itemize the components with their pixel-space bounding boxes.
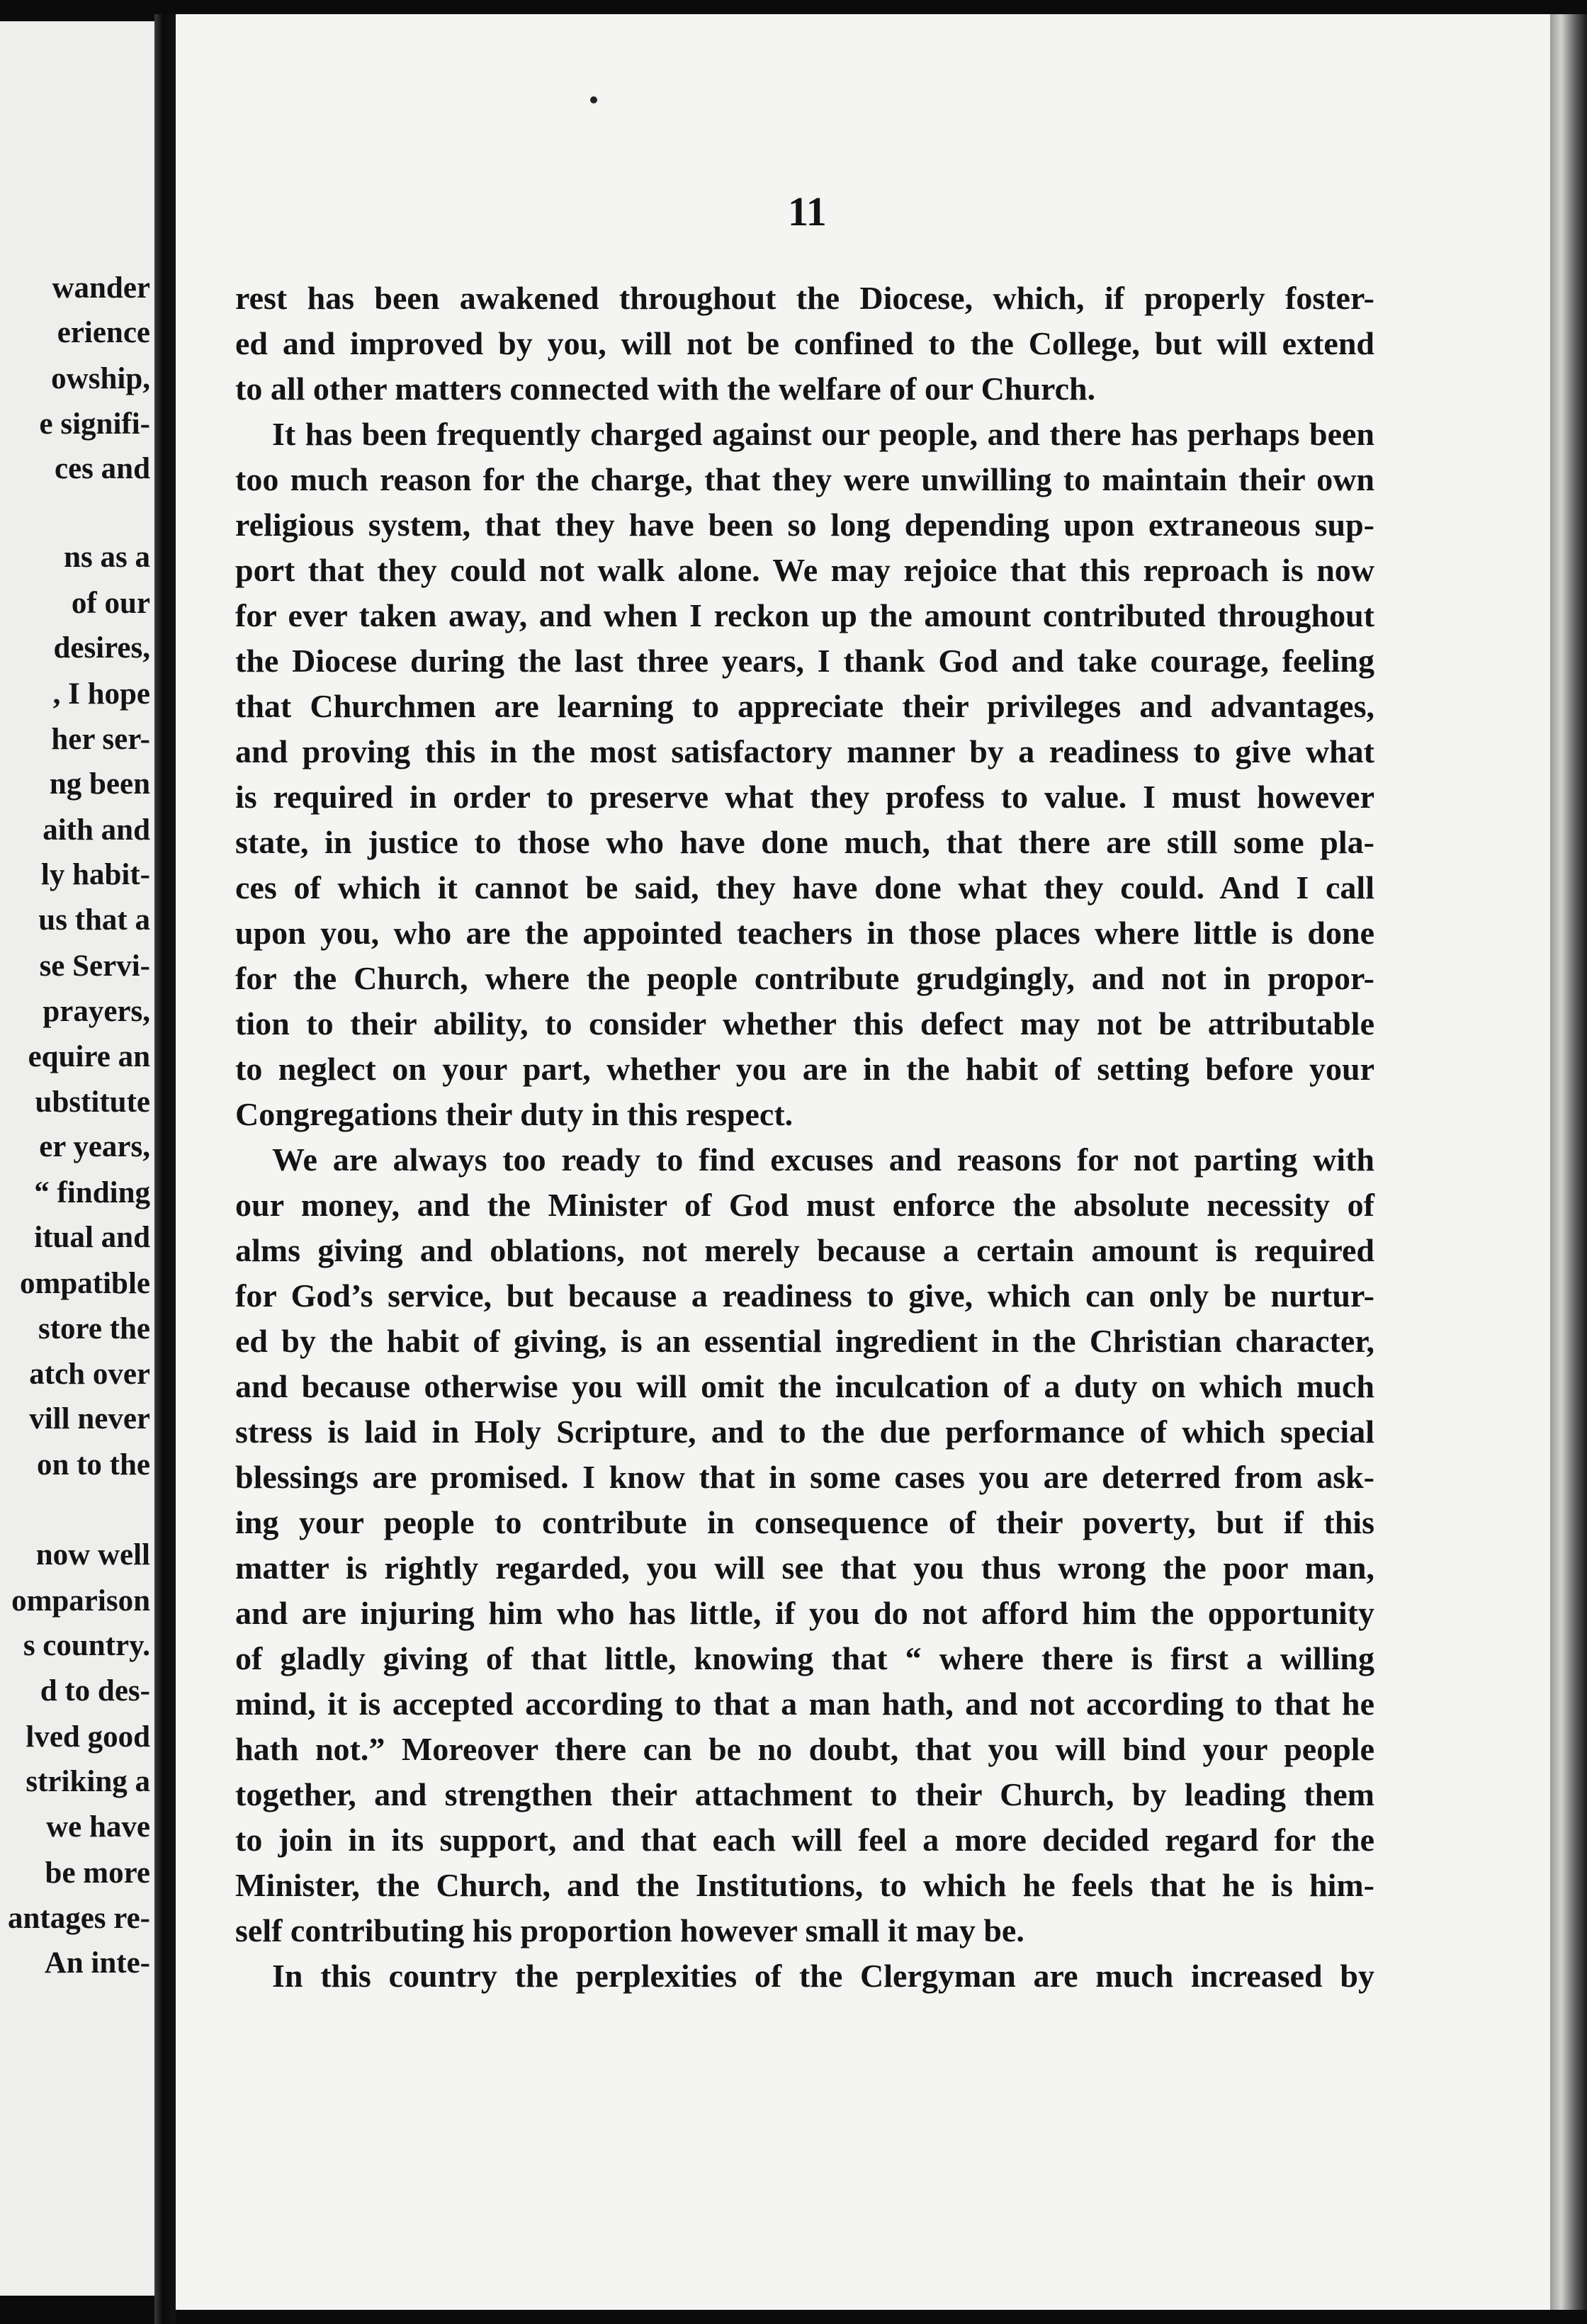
- body-line: ces of which it cannot be said, they have done what they could. And I call: [235, 869, 1374, 906]
- left-page-line: equire an: [28, 1040, 150, 1073]
- left-page-line: aith and: [43, 813, 150, 847]
- body-line: blessings are promised. I know that in some cases you are deterred from ask-: [235, 1459, 1374, 1495]
- left-page-line: be more: [45, 1856, 150, 1890]
- binding-gutter: [154, 14, 176, 2324]
- left-page-line: “ finding: [34, 1176, 150, 1209]
- body-line: our money, and the Minister of God must enforce the absolute necessity of: [235, 1187, 1374, 1223]
- left-page-line: store the: [38, 1312, 150, 1346]
- body-line: ed and improved by you, will not be confined to the College, but will extend: [235, 325, 1374, 361]
- body-line: It has been frequently charged against our people, and there has perhaps been: [272, 416, 1374, 452]
- ink-speck: [590, 96, 597, 103]
- left-page-line: lved good: [26, 1720, 150, 1754]
- body-line: for the Church, where the people contribute grudgingly, and not in propor-: [235, 960, 1374, 996]
- body-line: to all other matters connected with the welfare of our Church.: [235, 371, 1096, 407]
- body-line: mind, it is accepted according to that a man hath, and not according to that he: [235, 1686, 1374, 1722]
- body-line: self contributing his proportion however small it may be.: [235, 1912, 1024, 1948]
- left-page-line: owship,: [51, 362, 150, 395]
- body-line: too much reason for the charge, that they were unwilling to maintain their own: [235, 461, 1374, 497]
- body-line: stress is laid in Holy Scripture, and to the due performance of which special: [235, 1414, 1374, 1450]
- left-page-line: se Servi-: [39, 949, 150, 983]
- body-line: to neglect on your part, whether you are in the habit of setting before your: [235, 1051, 1374, 1087]
- left-page-line: ces and: [55, 452, 150, 485]
- body-line: for ever taken away, and when I reckon up the amount contributed throughout: [235, 597, 1374, 633]
- left-page-line: ompatible: [20, 1267, 150, 1300]
- body-line: that Churchmen are learning to appreciate their privileges and advantages,: [235, 688, 1374, 724]
- left-page-line: An inte-: [44, 1946, 150, 1980]
- left-page-line: ubstitute: [35, 1085, 150, 1119]
- left-page-line: atch over: [29, 1358, 150, 1391]
- body-line: religious system, that they have been so long depending upon extraneous sup-: [235, 507, 1374, 543]
- left-page-line: ns as a: [64, 541, 150, 574]
- body-line: and are injuring him who has little, if you do not afford him the opportunity: [235, 1595, 1374, 1631]
- left-page-line: ng been: [49, 767, 150, 801]
- left-page-line: prayers,: [43, 995, 150, 1028]
- left-page-line: vill never: [29, 1402, 150, 1435]
- left-page-line: desires,: [53, 631, 150, 665]
- left-page-line: antages re-: [7, 1902, 150, 1935]
- body-line: matter is rightly regarded, you will see that you thus wrong the poor man,: [235, 1550, 1374, 1586]
- left-page-line: us that a: [38, 903, 150, 937]
- body-line: upon you, who are the appointed teachers in those places where little is done: [235, 915, 1374, 951]
- left-page-line: erience: [57, 316, 150, 349]
- left-page-line: e signifi-: [39, 407, 150, 441]
- left-page-line: ly habit-: [40, 858, 150, 891]
- body-line: rest has been awakened throughout the Diocese, which, if properly foster-: [235, 280, 1374, 316]
- body-line: We are always too ready to find excuses and reasons for not parting with: [272, 1141, 1374, 1178]
- body-line: is required in order to preserve what they profess to value. I must however: [235, 779, 1374, 815]
- left-page-line: now well: [35, 1538, 150, 1572]
- body-line: Minister, the Church, and the Institutions, to which he feels that he is him-: [235, 1867, 1374, 1903]
- page-edge: [1550, 14, 1587, 2310]
- body-line: tion to their ability, to consider whether this defect may not be attributable: [235, 1005, 1374, 1042]
- left-page-line: itual and: [34, 1221, 150, 1254]
- page-number: 11: [788, 188, 827, 235]
- left-page-fragment: [0, 21, 154, 2296]
- body-line: and proving this in the most satisfactory manner by a readiness to give what: [235, 733, 1374, 769]
- body-line: hath not.” Moreover there can be no doubt, that you will bind your people: [235, 1731, 1374, 1767]
- left-page-line: on to the: [36, 1448, 150, 1482]
- body-line: alms giving and oblations, not merely because a certain amount is required: [235, 1232, 1374, 1268]
- left-page-line: er years,: [39, 1130, 150, 1163]
- body-line: ed by the habit of giving, is an essential ingredient in the Christian character,: [235, 1323, 1374, 1359]
- left-page-line: d to des-: [40, 1674, 150, 1708]
- body-line: state, in justice to those who have done much, that there are still some pla-: [235, 824, 1374, 860]
- left-page-line: we have: [46, 1810, 150, 1844]
- left-page-line: of our: [71, 587, 150, 620]
- body-line: ing your people to contribute in consequence of their poverty, but if this: [235, 1504, 1374, 1540]
- body-line: to join in its support, and that each will feel a more decided regard for the: [235, 1822, 1374, 1858]
- body-line: of gladly giving of that little, knowing that “ where there is first a willing: [235, 1640, 1374, 1676]
- body-line: In this country the perplexities of the Clergyman are much increased by: [272, 1958, 1374, 1994]
- body-line: the Diocese during the last three years, I thank God and take courage, feeling: [235, 643, 1374, 679]
- body-line: Congregations their duty in this respect.: [235, 1096, 794, 1132]
- body-line: together, and strengthen their attachment to their Church, by leading them: [235, 1776, 1374, 1812]
- body-line: for God’s service, but because a readiness to give, which can only be nurtur-: [235, 1277, 1374, 1314]
- left-page-line: omparison: [11, 1584, 150, 1618]
- left-page-line: striking a: [26, 1765, 150, 1798]
- body-line: and because otherwise you will omit the inculcation of a duty on which much: [235, 1368, 1374, 1404]
- left-page-line: , I hope: [52, 677, 150, 711]
- left-page-line: s country.: [23, 1629, 150, 1662]
- left-page-line: her ser-: [51, 723, 150, 756]
- body-line: port that they could not walk alone. We may rejoice that this reproach is now: [235, 552, 1374, 588]
- left-page-line: wander: [52, 271, 150, 305]
